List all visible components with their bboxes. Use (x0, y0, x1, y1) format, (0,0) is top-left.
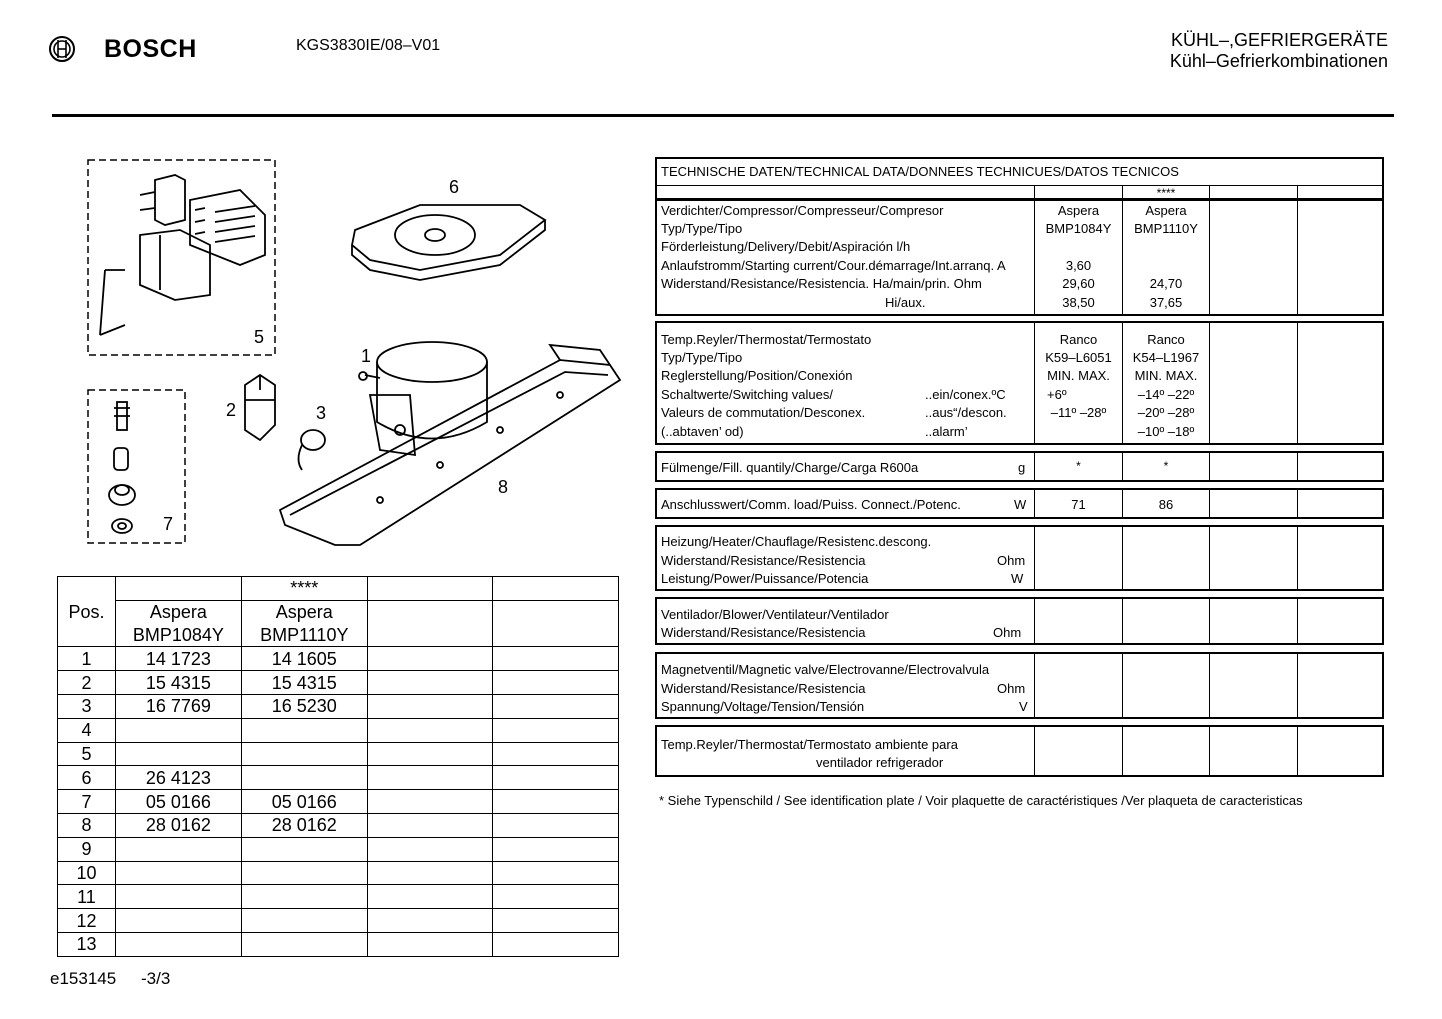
model-number: KGS3830IE/08–V01 (296, 37, 441, 54)
compressor-col2: 24,70 (1149, 276, 1183, 291)
charge-col1: * (1076, 459, 1081, 473)
row-part-b (241, 909, 367, 933)
table-row (58, 861, 619, 885)
row-part-a (115, 909, 241, 933)
diagram-label-8: 8 (498, 477, 509, 497)
tech-title-box (655, 157, 1384, 200)
row-part-a (115, 742, 241, 766)
row-pos: 9 (58, 837, 116, 861)
heater-unit: W (1011, 571, 1024, 586)
thermostat-col1: +6º (1047, 387, 1067, 402)
row-part-b: 14 1605 (241, 647, 367, 671)
row-part-a: 14 1723 (115, 647, 241, 671)
compressor-col1: 29,60 (1062, 276, 1095, 291)
heater-unit: Ohm (997, 553, 1026, 568)
pos-header: Pos. (58, 577, 116, 647)
category-line-2: Kühl–Gefrierkombinationen (1169, 51, 1388, 71)
header-divider (52, 114, 1394, 117)
row-part-a (115, 861, 241, 885)
table-row (58, 909, 619, 933)
valve-line: Magnetventil/Magnetic valve/Electrovanne/Electrovalvula (661, 662, 990, 677)
charge-col2: * (1163, 459, 1169, 473)
compressor-col2: Aspera (1145, 203, 1187, 218)
load-unit: W (1014, 497, 1027, 512)
load-col1: 71 (1071, 497, 1086, 512)
table-row (58, 885, 619, 909)
diagram-label-5: 5 (254, 327, 265, 347)
mounting-rail-part-8 (280, 345, 620, 545)
thermostat-col1: MIN. MAX. (1047, 368, 1110, 383)
charge-section (655, 451, 1384, 482)
row-pos: 2 (58, 671, 116, 695)
compressor-line: Verdichter/Compressor/Compresseur/Compresor (661, 203, 944, 218)
row-part-b (241, 742, 367, 766)
compressor-col2: 37,65 (1149, 295, 1183, 310)
exploded-parts-diagram (80, 150, 640, 560)
row-part-b (241, 766, 367, 790)
table-row (58, 813, 619, 837)
row-part-a: 16 7769 (115, 694, 241, 718)
thermostat-col1: Ranco (1059, 332, 1098, 347)
thermostat-line: Schaltwerte/Switching values/ (661, 387, 833, 402)
load-label: Anschlusswert/Comm. load/Puiss. Connect./Potenc. (661, 497, 961, 512)
table-row (58, 766, 619, 790)
row-pos: 5 (58, 742, 116, 766)
compressor-part-1 (359, 342, 487, 455)
thermostat-line: Valeurs de commutation/Desconex. (661, 405, 866, 420)
part-group-5-frame (88, 160, 275, 355)
category-heading (1170, 30, 1388, 72)
row-part-b (241, 932, 367, 956)
table-row (58, 742, 619, 766)
diagram-label-2: 2 (226, 400, 237, 420)
row-part-a (115, 718, 241, 742)
blower-line: Ventilador/Blower/Ventilateur/Ventilador (661, 607, 889, 622)
compressor-line: Widerstand/Resistance/Resistencia. Ha/main/prin. Ohm (661, 276, 982, 291)
diagram-label-7: 7 (163, 514, 174, 534)
row-part-b (241, 837, 367, 861)
row-pos: 1 (58, 647, 116, 671)
heater-section (655, 525, 1384, 591)
blower-unit: Ohm (993, 625, 1022, 640)
compressor-line: Förderleistung/Delivery/Debit/Aspiración l/h (661, 239, 911, 254)
row-pos: 12 (58, 909, 116, 933)
thermostat-col1: –11º –28º (1050, 405, 1107, 420)
row-part-b: 28 0162 (241, 813, 367, 837)
row-part-a (115, 932, 241, 956)
valve-unit: V (1019, 699, 1028, 714)
table-row (58, 932, 619, 956)
row-pos: 6 (58, 766, 116, 790)
row-part-b (241, 885, 367, 909)
diagram-label-1: 1 (361, 346, 372, 366)
thermostat-col2: K54–L1967 (1132, 350, 1200, 365)
diagram-label-3: 3 (316, 403, 327, 423)
compressor-col1: Aspera (1057, 203, 1100, 218)
doc-id: e153145 (50, 969, 117, 988)
blower-section (655, 597, 1384, 645)
heater-line: Heizung/Heater/Chauflage/Resistenc.descong. (661, 534, 932, 549)
stars-header: **** (241, 577, 367, 601)
thermostat-line: (..abtaven’ od) (661, 424, 744, 439)
blower-line: Widerstand/Resistance/Resistencia (661, 625, 866, 640)
thermostat-suffix: ..ein/conex.ºC (925, 387, 1006, 402)
row-part-a: 05 0166 (115, 790, 241, 814)
charge-unit: g (1018, 460, 1026, 475)
table-row (58, 671, 619, 695)
compressor-col2: BMP1110Y (1134, 221, 1198, 236)
row-pos: 4 (58, 718, 116, 742)
valve-section (655, 652, 1384, 719)
row-part-b (241, 861, 367, 885)
compressor-col1: BMP1084Y (1045, 221, 1112, 236)
row-part-a (115, 837, 241, 861)
row-part-a: 26 4123 (115, 766, 241, 790)
column-maker: Aspera (241, 600, 367, 623)
footnote: * Siehe Typenschild / See identification plate / Voir plaquette de caractéristiques /Ver plaqueta de caracteristicas (659, 793, 1303, 808)
row-pos: 7 (58, 790, 116, 814)
thermostat-suffix: ..alarm’ (925, 424, 968, 439)
page-indicator: -3/3 (141, 969, 171, 988)
valve-line: Widerstand/Resistance/Resistencia (661, 681, 866, 696)
category-line-1: KÜHL–,GEFRIERGERÄTE (1170, 30, 1388, 50)
table-row (58, 718, 619, 742)
tech-stars: **** (1156, 186, 1176, 200)
compressor-col1: 38,50 (1062, 295, 1095, 310)
parts-table (57, 576, 619, 957)
table-row (58, 694, 619, 718)
tech-title: TECHNISCHE DATEN/TECHNICAL DATA/DONNEES TECHNICUES/DATOS TECNICOS (661, 164, 1179, 179)
row-part-b: 16 5230 (241, 694, 367, 718)
row-part-b: 15 4315 (241, 671, 367, 695)
row-pos: 8 (58, 813, 116, 837)
charge-label: Fülmenge/Fill. quantily/Charge/Carga R600a (661, 460, 919, 475)
compressor-col1: 3,60 (1065, 258, 1092, 273)
row-pos: 13 (58, 932, 116, 956)
row-pos: 3 (58, 694, 116, 718)
column-maker: Aspera (115, 600, 241, 623)
thermostat-line: Typ/Type/Tipo (661, 350, 743, 365)
row-part-a (115, 885, 241, 909)
overload-protector-part-3 (299, 430, 326, 470)
brand-name: BOSCH (104, 35, 197, 63)
fan-thermostat-line: ventilador refrigerador (816, 755, 944, 770)
thermostat-col2: –14º –22º (1137, 387, 1195, 402)
bosch-logo (48, 35, 76, 63)
thermostat-col2: Ranco (1147, 332, 1185, 347)
fan-thermostat-line: Temp.Reyler/Thermostat/Termostato ambiente para (661, 737, 958, 752)
thermostat-col2: –20º –28º (1137, 405, 1195, 420)
compressor-line: Typ/Type/Tipo (661, 221, 743, 236)
compressor-section (655, 199, 1384, 316)
row-part-b (241, 718, 367, 742)
row-part-a: 15 4315 (115, 671, 241, 695)
table-row (58, 647, 619, 671)
table-row (58, 790, 619, 814)
table-row (58, 837, 619, 861)
load-section (655, 488, 1384, 519)
compressor-line: Anlaufstromm/Starting current/Cour.démarrage/Int.arranq. A (661, 258, 1006, 273)
thermostat-cover-parts (100, 175, 265, 335)
diagram-label-6: 6 (449, 177, 460, 197)
thermostat-line: Temp.Reyler/Thermostat/Termostato (661, 332, 872, 347)
fan-thermostat-section (655, 725, 1384, 777)
heater-line: Leistung/Power/Puissance/Potencia (661, 571, 869, 586)
row-part-b: 05 0166 (241, 790, 367, 814)
relay-part-2 (245, 375, 275, 440)
thermostat-col2: –10º –18º (1137, 424, 1195, 439)
compressor-line: Hi/aux. (885, 295, 926, 310)
column-type: BMP1084Y (115, 624, 241, 647)
thermostat-suffix: ..aus“/descon. (925, 405, 1007, 420)
feet-and-grommet-parts (109, 402, 135, 533)
valve-line: Spannung/Voltage/Tension/Tensión (661, 699, 865, 714)
column-type: BMP1110Y (241, 624, 367, 647)
row-part-a: 28 0162 (115, 813, 241, 837)
thermostat-section (655, 321, 1384, 445)
thermostat-line: Reglerstellung/Position/Conexión (661, 368, 853, 383)
row-pos: 10 (58, 861, 116, 885)
valve-unit: Ohm (997, 681, 1026, 696)
thermostat-col1: K59–L6051 (1045, 350, 1112, 365)
compressor-tray-part-6 (352, 205, 545, 280)
heater-line: Widerstand/Resistance/Resistencia (661, 553, 866, 568)
load-col2: 86 (1158, 497, 1174, 512)
bosch-armature-icon (48, 35, 76, 63)
thermostat-col2: MIN. MAX. (1134, 368, 1198, 383)
row-pos: 11 (58, 885, 116, 909)
